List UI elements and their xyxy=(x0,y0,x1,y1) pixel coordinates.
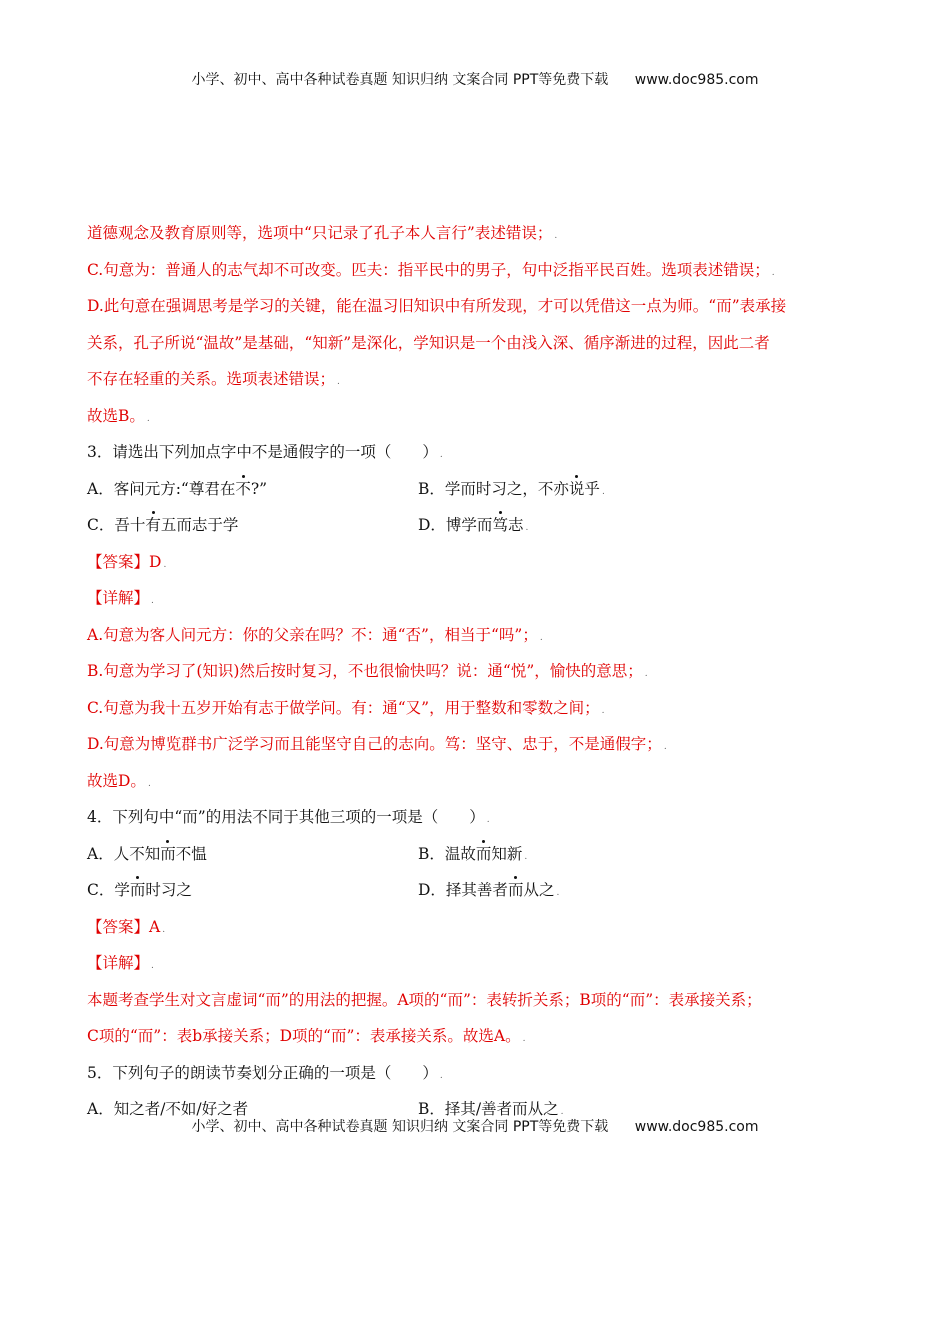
option-d: D．博学而笃志 . xyxy=(418,510,749,547)
dotted-char: 笃 xyxy=(492,510,508,540)
answer-line: 【答案】D . xyxy=(87,552,167,571)
detail-label: 【详解】 . xyxy=(87,954,154,972)
explanation-line: 关系，孔子所说“温故”是基础，“知新”是深化，学知识是一个由浅入深、循序渐进的过程，因此二者 xyxy=(87,333,770,352)
conclusion-line: 故选D。 . xyxy=(87,771,151,790)
option-a: A．客问元方:“尊君在不?” xyxy=(87,474,418,511)
dotted-char: 而 xyxy=(508,875,524,905)
option-c: C．学而时习之 xyxy=(87,875,418,912)
header-url[interactable]: www.doc985.com xyxy=(634,72,759,88)
dotted-char: 有 xyxy=(145,510,161,540)
header-text: 小学、初中、高中各种试卷真题 知识归纳 文案合同 PPT等免费下载 xyxy=(191,72,609,88)
conclusion-line: 故选B。 . xyxy=(87,406,150,425)
question-5-stem: 5．下列句子的朗读节奏划分正确的一项是（ ） . xyxy=(87,1063,443,1082)
option-a: A．知之者/不如/好之者 xyxy=(87,1100,249,1118)
page-header xyxy=(0,69,950,89)
option-b: B．温故而知新 . xyxy=(418,839,749,876)
explanation-line: D.句意为博览群书广泛学习而且能坚守自己的志向。笃：坚守、忠于，不是通假字； . xyxy=(87,735,667,753)
dotted-char: 而 xyxy=(160,839,176,869)
explanation-line: C.句意为：普通人的志气却不可改变。匹夫：指平民中的男子，句中泛指平民百姓。选项表述错误； . xyxy=(87,260,775,279)
option-c: C．吾十有五而志于学 xyxy=(87,510,418,547)
option-a: A．人不知而不愠 xyxy=(87,839,418,876)
question-3-options-row-1 xyxy=(87,474,867,511)
footer-text: 小学、初中、高中各种试卷真题 知识归纳 文案合同 PPT等免费下载 xyxy=(191,1119,609,1135)
explanation-line: 道德观念及教育原则等，选项中“只记录了孔子本人言行”表述错误； . xyxy=(87,224,558,242)
page-footer xyxy=(0,1116,950,1136)
question-4-options-row-1 xyxy=(87,839,867,876)
option-b: B．择其/善者而从之 . xyxy=(418,1100,564,1118)
detail-label: 【详解】 . xyxy=(87,589,154,607)
explanation-line: D.此句意在强调思考是学习的关键，能在温习旧知识中有所发现，才可以凭借这一点为师。“而”表承接 xyxy=(87,297,787,315)
dotted-char: 说 xyxy=(569,474,585,504)
question-3-stem: 3．请选出下列加点字中不是通假字的一项（ ） . xyxy=(87,443,443,461)
question-3-options-row-2 xyxy=(87,510,867,547)
explanation-line: C项的“而”：表b承接关系；D项的“而”：表承接关系。故选A。 . xyxy=(87,1027,526,1045)
explanation-line: 不存在轻重的关系。选项表述错误； . xyxy=(87,370,340,388)
option-d: D．择其善者而从之 . xyxy=(418,875,749,912)
explanation-line: A.句意为客人问元方：你的父亲在吗？不：通“否”，相当于“吗”； . xyxy=(87,625,543,644)
question-4-stem: 4．下列句中“而”的用法不同于其他三项的一项是（ ） . xyxy=(87,808,490,826)
option-b: B．学而时习之，不亦说乎 . xyxy=(418,474,749,511)
dotted-char: 而 xyxy=(130,875,146,905)
question-4-options-row-2 xyxy=(87,875,867,912)
dotted-char: 而 xyxy=(476,839,492,869)
explanation-line: B.句意为学习了(知识)然后按时复习，不也很愉快吗？说：通“悦”，愉快的意思； . xyxy=(87,662,648,680)
answer-line: 【答案】A . xyxy=(87,917,166,936)
dotted-char: 不 xyxy=(235,474,251,504)
explanation-line: 本题考查学生对文言虚词“而”的用法的把握。A项的“而”：表转折关系；B项的“而”：表承接关系； xyxy=(87,990,762,1009)
explanation-line: C.句意为我十五岁开始有志于做学问。有：通“又”，用于整数和零数之间； . xyxy=(87,698,605,717)
document-body xyxy=(87,218,867,1131)
footer-url[interactable]: www.doc985.com xyxy=(634,1119,759,1135)
